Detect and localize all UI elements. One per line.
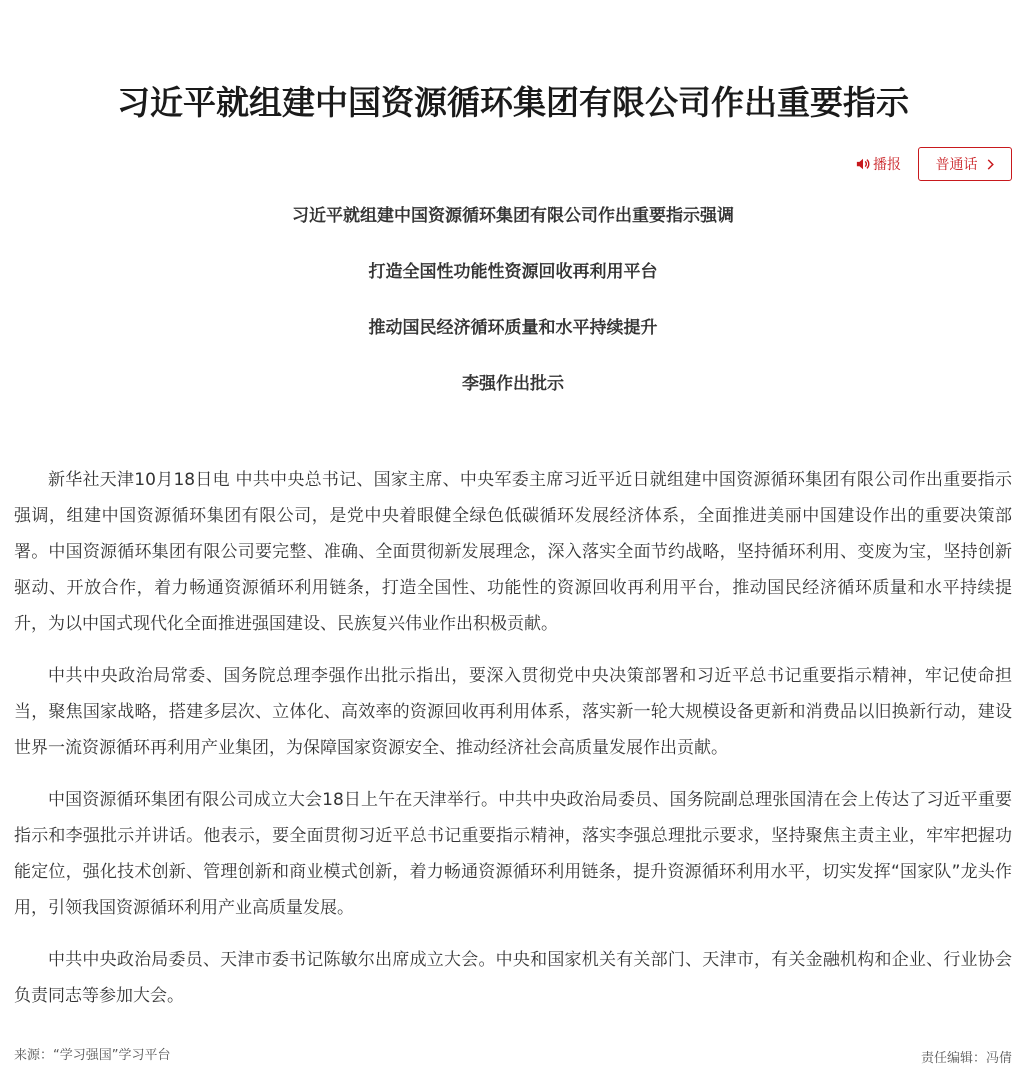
body-paragraph: 中共中央政治局委员、天津市委书记陈敏尔出席成立大会。中央和国家机关有关部门、天津市，有关金融机构和企业、行业协会负责同志等参加大会。: [14, 950, 1012, 1006]
article-editor: 责任编辑：冯倩: [920, 1051, 1012, 1066]
subtitle-line: 习近平就组建中国资源循环集团有限公司作出重要指示强调: [292, 206, 734, 226]
play-audio-label: 播报: [873, 157, 901, 173]
subtitle-line: 打造全国性功能性资源回收再利用平台: [368, 262, 658, 282]
body-paragraph: 中共中央政治局常委、国务院总理李强作出批示指出，要深入贯彻党中央决策部署和习近平总书记重要指示精神，牢记使命担当，聚焦国家战略，搭建多层次、立体化、高效率的资源回收再利用体系，落实新一轮大规模设备更新和消费品以旧换新行动，建设世界一流资源循环再利用产业集团，为保障国家资源安全、推动经济社会高质量发展作出贡献。: [14, 666, 1012, 758]
article-toolbar: [856, 147, 1012, 181]
play-audio-button[interactable]: [856, 154, 901, 174]
language-label: 普通话: [935, 157, 978, 173]
body-paragraph: 中国资源循环集团有限公司成立大会18日上午在天津举行。中共中央政治局委员、国务院副总理张国清在会上传达了习近平重要指示和李强批示并讲话。他表示，要全面贯彻习近平总书记重要指示精神，落实李强总理批示要求，坚持聚焦主责主业，牢牢把握功能定位，强化技术创新、管理创新和商业模式创新，着力畅通资源循环利用链条，提升资源循环利用水平，切实发挥“国家队”龙头作用，引领我国资源循环利用产业高质量发展。: [14, 790, 1012, 918]
speaker-icon: [856, 157, 870, 171]
body-paragraph: 新华社天津10月18日电 中共中央总书记、国家主席、中央军委主席习近平近日就组建中国资源循环集团有限公司作出重要指示强调，组建中国资源循环集团有限公司，是党中央着眼健全绿色低碳循环发展经济体系，全面推进美丽中国建设作出的重要决策部署。中国资源循环集团有限公司要完整、准确、全面贯彻新发展理念，深入落实全面节约战略，坚持循环利用、变废为宝，坚持创新驱动、开放合作，着力畅通资源循环利用链条，打造全国性、功能性的资源回收再利用平台，推动国民经济循环质量和水平持续提升，为以中国式现代化全面推进强国建设、民族复兴伟业作出积极贡献。: [14, 470, 1012, 634]
language-select-button[interactable]: [918, 147, 1012, 181]
article-source: 来源：“学习强国”学习平台: [14, 1048, 171, 1063]
article-subtitles: [0, 204, 1026, 428]
subtitle-line: 推动国民经济循环质量和水平持续提升: [368, 318, 658, 338]
article-title: 习近平就组建中国资源循环集团有限公司作出重要指示: [117, 83, 909, 123]
subtitle-line: 李强作出批示: [462, 374, 564, 394]
article-body: [14, 462, 1012, 1030]
chevron-right-icon: [986, 159, 995, 170]
